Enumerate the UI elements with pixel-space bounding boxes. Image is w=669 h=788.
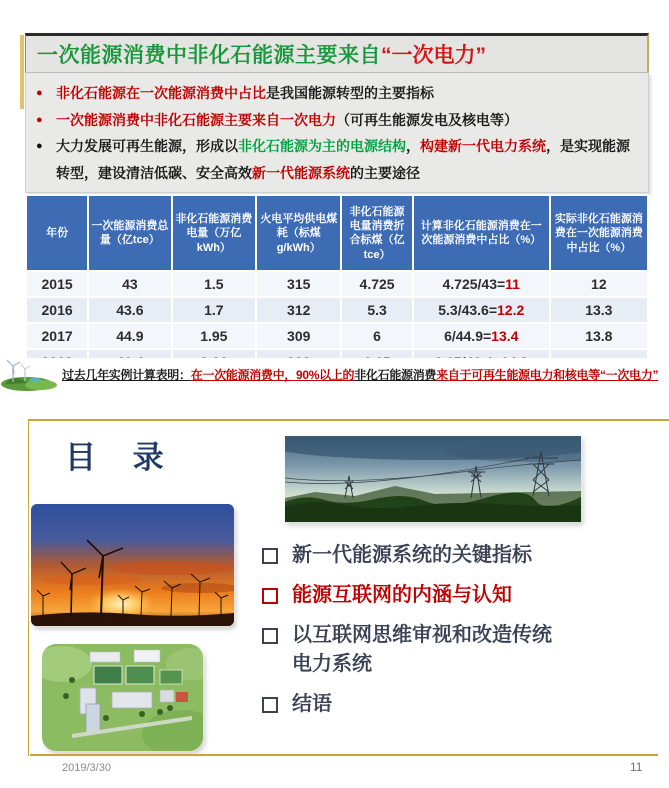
cell-year: 2017 xyxy=(26,323,88,349)
calc-result: 13.4 xyxy=(491,328,519,345)
bullet-3-segment: 的主要途径 xyxy=(350,164,420,181)
bullet-dot-icon: ● xyxy=(36,87,43,99)
table-row xyxy=(26,323,648,349)
cell-actual: 13.3 xyxy=(550,297,648,323)
bullet-list xyxy=(25,73,649,193)
col-header-year: 年份 xyxy=(26,195,88,271)
bullet-3-segment: ， xyxy=(406,138,420,155)
bullet-3-red-segment: 新一代能源系统 xyxy=(252,164,350,181)
cell-actual: 13.8 xyxy=(550,323,648,349)
calc-formula: 6/44.9= xyxy=(444,328,492,345)
slide-title-highlight: “一次电力” xyxy=(381,44,486,67)
col-header-tce: 非化石能源电量消费折合标煤（亿tce） xyxy=(341,195,413,271)
bullet-item-1 xyxy=(36,80,638,107)
bullet-1-red-segment: 非化石能源在一次能源消费中占比 xyxy=(56,85,266,101)
table-header-row xyxy=(26,195,648,271)
cell-total: 43 xyxy=(88,271,171,297)
toc-item-3 xyxy=(262,621,562,679)
calc-result: 12.2 xyxy=(497,302,525,319)
bullet-text xyxy=(56,133,638,186)
note-black-segment: 过去几年实例计算表明： xyxy=(62,368,191,382)
toc-item-2-active xyxy=(262,581,562,610)
col-header-calc: 计算非化石能源消费在一次能源消费中占比（%） xyxy=(413,195,550,271)
col-header-elec: 非化石能源消费电量（万亿kWh） xyxy=(172,195,257,271)
square-bullet-icon xyxy=(262,697,278,713)
toc-title: 目 录 xyxy=(65,440,178,475)
page-number: 11 xyxy=(630,760,643,774)
col-header-actual: 实际非化石能源消费在一次能源消费中占比（%） xyxy=(550,195,648,271)
energy-data-table xyxy=(25,194,649,376)
bullet-2-red-segment: 一次能源消费中非化石能源主要来自一次电力 xyxy=(56,111,336,128)
calc-formula: 4.725/43= xyxy=(442,276,506,293)
square-bullet-icon xyxy=(262,628,278,644)
campus-aerial-photo xyxy=(42,644,203,751)
bullet-dot-icon: ● xyxy=(36,140,43,153)
wind-farm-sunset-photo xyxy=(31,504,234,626)
cell-tce: 6 xyxy=(341,323,413,349)
square-bullet-icon xyxy=(262,548,278,564)
cell-elec: 1.95 xyxy=(172,323,257,349)
toc-item-1 xyxy=(262,541,562,570)
cell-total: 43.6 xyxy=(88,297,171,323)
toc-item-label: 以互联网思维审视和改造传统电力系统 xyxy=(292,624,552,675)
toc-item-4 xyxy=(262,690,562,719)
bullet-1-black-segment: 是我国能源转型的主要指标 xyxy=(266,85,434,101)
gold-edge-decoration xyxy=(20,35,24,109)
toc-item-label: 能源互联网的内涵与认知 xyxy=(292,584,512,606)
bullet-dot-icon: ● xyxy=(36,113,43,126)
cell-total: 44.9 xyxy=(88,323,171,349)
cell-coal: 315 xyxy=(256,271,341,297)
bullet-3-segment: 大力发展可再生能源，形成以 xyxy=(56,138,238,155)
bullet-3-green-segment: 非化石能源为主的电源结构 xyxy=(238,138,406,155)
bullet-text xyxy=(56,107,518,134)
footer-date: 2019/3/30 xyxy=(62,762,111,774)
col-header-coal: 火电平均供电煤耗（标煤g/kWh） xyxy=(256,195,341,271)
slide-title-bar xyxy=(25,33,649,73)
cell-year: 2016 xyxy=(26,297,88,323)
conclusion-note-text xyxy=(62,366,662,383)
table-row xyxy=(26,297,648,323)
table-row xyxy=(26,271,648,297)
cell-tce: 5.3 xyxy=(341,297,413,323)
cell-year: 2015 xyxy=(26,271,88,297)
conclusion-note-strip xyxy=(0,358,669,392)
cell-calc xyxy=(413,297,550,323)
calc-formula: 5.3/43.6= xyxy=(438,302,498,319)
bullet-3-segment: ，是实现能源转型，建设清洁低碳、安全高效 xyxy=(56,138,630,181)
slide-title-main: 一次能源消费中非化石能源主要来自 xyxy=(37,44,381,67)
bullet-text xyxy=(56,80,434,107)
toc-item-label: 结语 xyxy=(292,693,332,715)
footer-gold-line xyxy=(30,754,658,756)
cell-coal: 309 xyxy=(256,323,341,349)
cell-elec: 1.5 xyxy=(172,271,257,297)
square-bullet-icon xyxy=(262,588,278,604)
cell-actual: 12 xyxy=(550,271,648,297)
eco-landscape-icon xyxy=(1,354,59,392)
note-black-segment: 非化石能源消费 xyxy=(354,368,437,382)
toc-item-label: 新一代能源系统的关键指标 xyxy=(292,544,532,566)
transmission-lines-photo xyxy=(285,436,581,522)
col-header-total: 一次能源消费总量（亿tce） xyxy=(88,195,171,271)
slide-energy-consumption xyxy=(25,33,649,378)
bullet-3-red-segment: 构建新一代电力系统 xyxy=(420,138,546,155)
cell-calc xyxy=(413,323,550,349)
bullet-2-black-segment: （可再生能源发电及核电等） xyxy=(336,111,518,128)
bullet-item-2 xyxy=(36,107,638,134)
bullet-item-3 xyxy=(36,133,638,186)
toc-list xyxy=(262,541,562,730)
calc-result: 11 xyxy=(505,276,520,293)
cell-tce: 4.725 xyxy=(341,271,413,297)
cell-elec: 1.7 xyxy=(172,297,257,323)
cell-calc xyxy=(413,271,550,297)
note-red-segment: 在一次能源消费中，90%以上的 xyxy=(190,368,355,382)
cell-coal: 312 xyxy=(256,297,341,323)
note-red-segment: 来自于可再生能源电力和核电等“一次电力” xyxy=(436,368,659,382)
